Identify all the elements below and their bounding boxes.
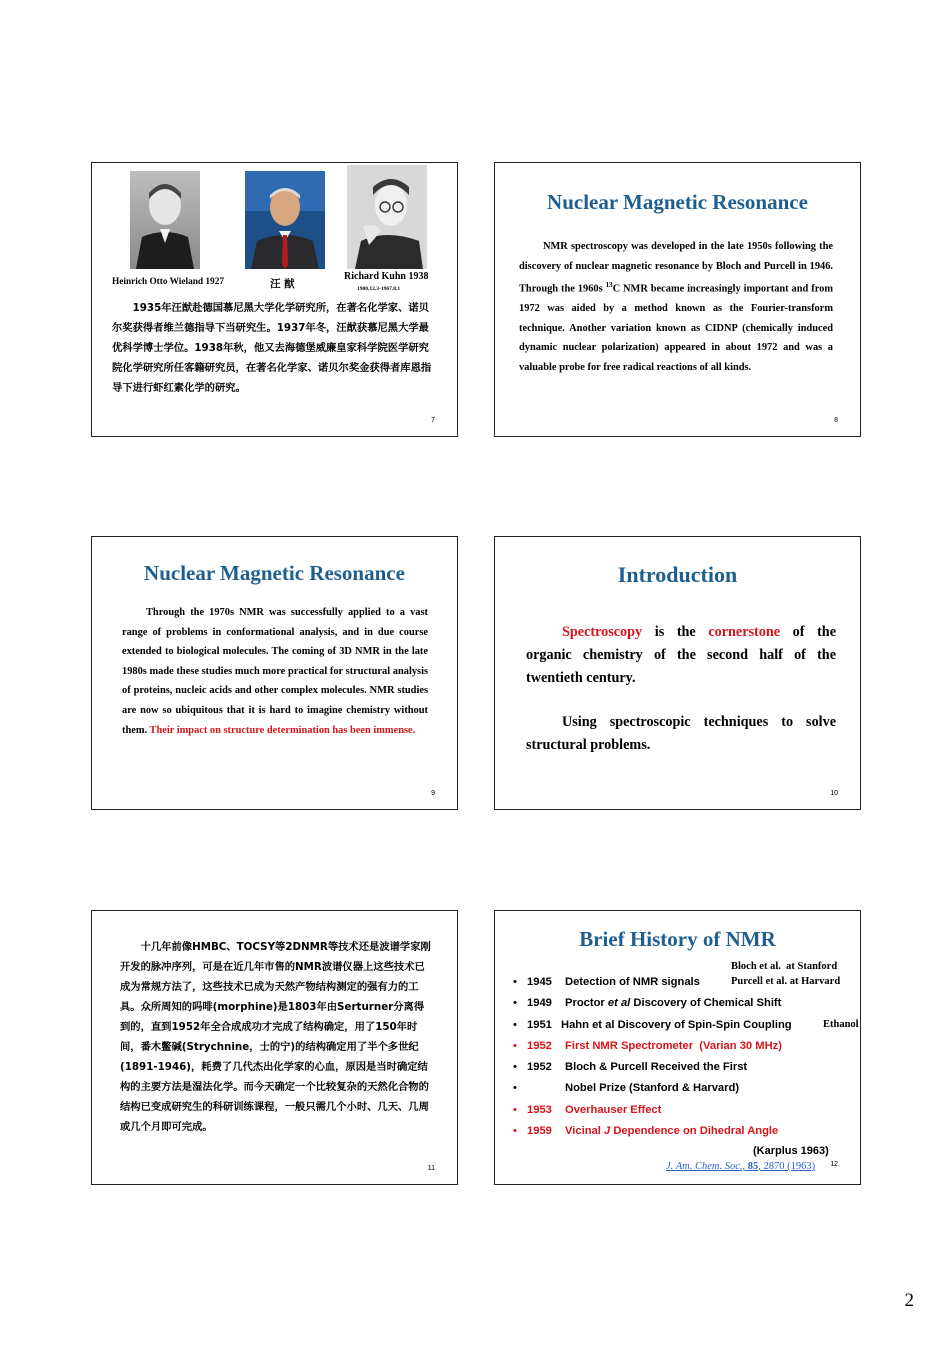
history-item-1959 [507,1121,837,1142]
history-item-1951 [507,1015,837,1036]
slide-8-body-a: NMR spectroscopy was developed in the late 1950s following the discovery of nuclear magnetic resonance by Bloch and Purcell in 1946. Through the 1960s [519,241,833,295]
slide-9-highlight: Their impact on structure determination has been immense. [149,724,416,736]
photo-kuhn [347,165,427,269]
history-text: Discovery of Chemical Shift [630,997,782,1010]
history-italic: et al [607,997,631,1010]
karplus-note: (Karplus 1963) [753,1145,829,1157]
history-year: 1951 [527,1018,552,1031]
caption-kuhn-dates: 1900.12.3-1967.8.1 [357,286,401,292]
slide-8-superscript: 13 [605,281,613,290]
slide-9-title: Nuclear Magnetic Resonance [144,561,405,585]
slide-10-paragraph-1 [526,621,836,690]
history-item-1952-nobel [507,1057,837,1078]
note-ethanol: Ethanol [823,1019,859,1030]
slide-10-paragraph-2: Using spectroscopic techniques to solve structural problems. [526,714,836,753]
history-item-1949 [507,993,837,1014]
slide-12-title: Brief History of NMR [579,927,776,951]
slide-8-body-b: C NMR became increasingly important and from 1972 was aided by a method known as the Fourier-transform technique. Another variation known as CIDNP (chemically induced dynamic nuclear polarization) appeared in about 1972 and was a valuable probe for free radical reactions of all kinds. [519,283,833,374]
slide-9-body [122,603,428,740]
caption-wang-you: 汪 猷 [270,278,295,290]
slide-11-body: 十几年前像HMBC、TOCSY等2DNMR等技术还是波谱学家刚开发的脉冲序列，可是在近几年市售的NMR波谱仪器上这些技术已成为常规方法了，这些技术已成为天然产物结构测定的强有力的工具。众所周知的吗啡(morphine)是1803年由Serturner分离得到的，直到1952年全合成成功才完成了结构确定，用了150年时间，番木鳖碱(Strychnine，士的宁)的结构确定用了半个多世纪(1891-1946)，耗费了几代杰出化学家的心血，原因是当时确定结构的主要方法是湿法化学。而今天确定一个比较复杂的天然化合物的结构已变成研究生的科研训练课程，一般只需几个小时、几天、几周或几个月即可完成。 [120,941,431,1133]
history-text: Vicinal [565,1125,604,1138]
reference-journal: J. Am. Chem. Soc. [666,1161,743,1172]
slide-10-p1-mid: is the [642,624,709,640]
slide-7-number: 7 [431,417,435,424]
history-item-1952-spectrometer [507,1036,837,1057]
history-text: Nobel Prize (Stanford & Harvard) [565,1082,740,1095]
photo-wang-you [245,171,325,269]
history-year: 1953 [527,1103,552,1116]
history-item-1945 [507,972,837,993]
slide-10-number: 10 [830,790,838,797]
slide-8-body [519,237,833,378]
history-item-1953 [507,1100,837,1121]
photo-wieland [130,171,200,269]
history-year: 1945 [527,976,552,988]
slide-8-number: 8 [834,417,838,424]
history-text: Proctor [565,997,608,1010]
history-text: Dependence on Dihedral Angle [610,1125,779,1138]
slide-7-body: 1935年汪猷赴德国慕尼黑大学化学研究所，在著名化学家、诺贝尔奖获得者维兰德指导下当研究生。1937年冬，汪猷获慕尼黑大学最优科学博士学位。1938年秋，他又去海德堡威廉皇家科学院医学研究院化学研究所任客籍研究员，在著名化学家、诺贝尔奖金获得者库恩指导下进行虾红素化学的研究。 [112,302,432,394]
caption-wieland: Heinrich Otto Wieland 1927 [112,277,224,287]
reference-pages: 2870 (1963) [763,1161,816,1172]
slide-12 [494,910,861,1185]
history-list [507,972,837,1142]
history-text: Overhauser Effect [565,1103,662,1116]
slide-10-p1-rest: of the organic chemistry of the second half of the twentieth century. [526,624,836,686]
history-year: 1952 [527,1039,552,1052]
history-text: Hahn et al Discovery of Spin-Spin Coupling [561,1018,792,1031]
history-italic: J [603,1125,611,1138]
history-text: Detection of NMR signals [565,976,700,988]
slide-8 [494,162,861,437]
note-stanford: Bloch et al. at Stanford [731,961,838,972]
history-text: First NMR Spectrometer (Varian 30 MHz) [565,1039,782,1052]
reference-link[interactable]: J. Am. Chem. Soc., 85, 2870 (1963) [666,1161,816,1172]
slide-11 [91,910,458,1185]
slide-9-number: 9 [431,790,435,797]
history-text: Bloch & Purcell Received the First [565,1061,748,1074]
slide-10-title: Introduction [617,562,738,587]
history-year: 1959 [527,1125,552,1138]
slide-9 [91,536,458,810]
note-harvard: Purcell et al. at Harvard [731,976,841,987]
slide-12-number: 12 [830,1161,838,1168]
slide-7 [91,162,458,437]
history-year: 1952 [527,1061,552,1074]
history-year: 1949 [527,997,552,1010]
slide-11-number: 11 [427,1165,435,1172]
caption-kuhn: Richard Kuhn 1938 [344,271,429,282]
slide-8-title: Nuclear Magnetic Resonance [547,190,808,214]
slide-10 [494,536,861,810]
reference-volume: 85 [747,1161,759,1172]
history-item-nobel-continued [507,1078,837,1099]
slide-10-keyword-spectroscopy: Spectroscopy [562,624,643,640]
slide-10-keyword-cornerstone: cornerstone [708,624,781,640]
page-number: 2 [904,1290,914,1311]
slide-9-body-text: Through the 1970s NMR was successfully applied to a vast range of problems in conformational analysis, and in due course extended to biological molecules. The coming of 3D NMR in the late 1980s made these studies much more practical for structural analysis of proteins, nucleic acids and other complex molecules. NMR studies are now so ubiquitous that it is hard to imagine chemistry without them. [122,607,428,736]
